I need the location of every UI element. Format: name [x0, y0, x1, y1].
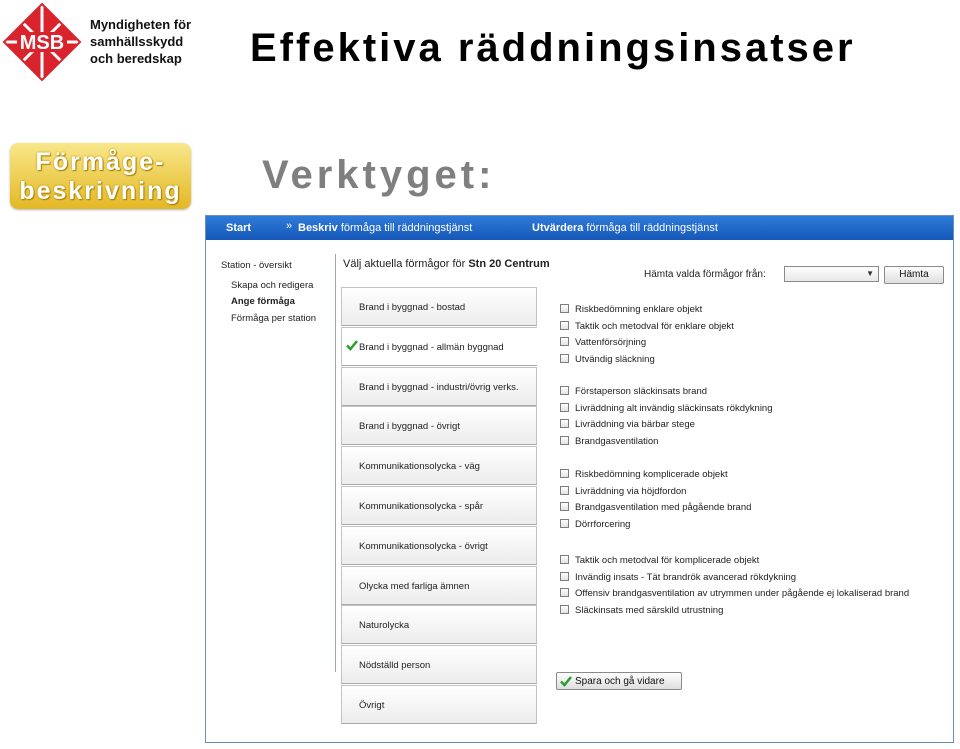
- capability-checkbox[interactable]: [560, 469, 728, 480]
- capability-checkbox[interactable]: [560, 519, 630, 530]
- capability-checkbox[interactable]: [560, 605, 723, 616]
- capability-checkbox[interactable]: [560, 555, 759, 566]
- category-tab[interactable]: [341, 605, 537, 644]
- fetch-label: Hämta valda förmågor från:: [644, 269, 766, 280]
- checkbox[interactable]: [560, 502, 569, 511]
- save-continue-button[interactable]: Spara och gå vidare: [556, 672, 682, 690]
- nav-start[interactable]: Start: [226, 222, 252, 234]
- slide-title: Effektiva räddningsinsatser: [250, 26, 856, 70]
- checkbox-label: Taktik och metodval för enklare objekt: [575, 320, 734, 332]
- checkbox[interactable]: [560, 572, 569, 581]
- capability-checkbox[interactable]: [560, 436, 658, 447]
- sidebar: [206, 240, 334, 743]
- checkbox-label: Livräddning via bärbar stege: [575, 419, 695, 431]
- category-label: Kommunikationsolycka - väg: [359, 461, 480, 473]
- category-tab[interactable]: [341, 566, 537, 605]
- section-badge: Förmåge- beskrivning: [10, 143, 191, 209]
- checkbox-label: Dörrforcering: [575, 519, 631, 531]
- category-label: Övrigt: [359, 699, 385, 711]
- checkbox[interactable]: [560, 605, 569, 614]
- chevron-right-icon: »: [286, 220, 293, 232]
- category-label: Olycka med farliga ämnen: [359, 580, 470, 592]
- checkbox[interactable]: [560, 386, 569, 395]
- slide-subtitle: Verktyget:: [262, 153, 496, 197]
- checkbox[interactable]: [560, 519, 569, 528]
- msb-logo: [2, 2, 82, 82]
- checkbox[interactable]: [560, 588, 569, 597]
- dropdown-arrow-icon: ▼: [866, 269, 874, 278]
- category-tab[interactable]: [341, 526, 537, 565]
- category-tab[interactable]: [341, 367, 537, 406]
- capability-checkbox[interactable]: [560, 354, 655, 365]
- capability-checkbox[interactable]: [560, 337, 646, 348]
- capability-checkbox[interactable]: [560, 572, 796, 583]
- sidebar-item-create-edit[interactable]: Skapa och redigera: [231, 280, 314, 291]
- nav-describe[interactable]: Beskriv förmåga till räddningstjänst: [298, 222, 473, 234]
- capability-checkbox[interactable]: [560, 403, 773, 414]
- checkbox[interactable]: [560, 403, 569, 412]
- checkbox-label: Riskbedömning enklare objekt: [575, 304, 703, 315]
- capability-checkbox[interactable]: [560, 386, 707, 397]
- org-name: Myndigheten för samhällsskydd och beredskap: [90, 17, 192, 66]
- category-label: Brand i byggnad - industri/övrig verks.: [359, 381, 519, 393]
- capability-checkbox[interactable]: [560, 321, 734, 332]
- category-list: [341, 287, 537, 725]
- category-tab[interactable]: [341, 645, 537, 684]
- category-label: Kommunikationsolycka - övrigt: [359, 540, 488, 552]
- category-tab[interactable]: [341, 486, 537, 525]
- checkbox-label: Vattenförsörjning: [575, 337, 647, 349]
- category-tab[interactable]: [341, 446, 537, 485]
- top-navigation: [206, 216, 953, 240]
- checkbox[interactable]: [560, 419, 569, 428]
- checkbox[interactable]: [560, 436, 569, 445]
- checkbox-label: Livräddning alt invändig släckinsats rökdykning: [575, 402, 773, 414]
- category-label: Brand i byggnad - övrigt: [359, 421, 460, 433]
- checkbox-label: Livräddning via höjdfordon: [575, 485, 687, 497]
- checkbox-label: Riskbedömning komplicerade objekt: [575, 469, 728, 480]
- svg-text:MSB: MSB: [19, 32, 65, 54]
- checkbox-label: Brandgasventilation: [575, 436, 659, 448]
- sidebar-divider: [335, 254, 336, 672]
- fetch-button[interactable]: Hämta: [884, 266, 944, 284]
- app-window: [205, 215, 954, 743]
- checkbox[interactable]: [560, 555, 569, 564]
- selection-heading: Välj aktuella förmågor för Stn 20 Centrum: [343, 258, 550, 270]
- category-tab[interactable]: [341, 327, 537, 366]
- fetch-source-select[interactable]: [784, 266, 879, 282]
- category-label: Naturolycka: [359, 620, 410, 632]
- capability-checkbox[interactable]: [560, 419, 695, 430]
- capability-checkbox[interactable]: [560, 304, 702, 315]
- category-tab[interactable]: [341, 685, 537, 724]
- checkbox-label: Förstaperson släckinsats brand: [575, 386, 708, 397]
- checkbox-label: Taktik och metodval för komplicerade objekt: [575, 555, 760, 566]
- checkbox-label: Släckinsats med särskild utrustning: [575, 605, 724, 617]
- checkbox[interactable]: [560, 354, 569, 363]
- capability-checkbox[interactable]: [560, 502, 751, 513]
- sidebar-title[interactable]: Station - översikt: [221, 260, 292, 271]
- sidebar-item-capability-per-station[interactable]: Förmåga per station: [231, 313, 317, 324]
- category-tab[interactable]: [341, 287, 537, 326]
- checkbox-label: Offensiv brandgasventilation av utrymmen under pågående ej lokaliserad brand: [575, 588, 910, 600]
- checkbox[interactable]: [560, 469, 569, 478]
- checkbox-label: Invändig insats - Tät brandrök avancerad rökdykning: [575, 571, 797, 583]
- category-label: Brand i byggnad - allmän byggnad: [359, 341, 504, 353]
- sidebar-item-set-capability[interactable]: Ange förmåga: [231, 296, 295, 307]
- checkbox[interactable]: [560, 486, 569, 495]
- checkbox[interactable]: [560, 304, 569, 313]
- nav-evaluate[interactable]: Utvärdera förmåga till räddningstjänst: [532, 222, 718, 234]
- checkbox-label: Utvändig släckning: [575, 354, 655, 366]
- checkbox-label: Brandgasventilation med pågående brand: [575, 502, 752, 514]
- checkbox[interactable]: [560, 337, 569, 346]
- category-label: Brand i byggnad - bostad: [359, 302, 466, 313]
- checkmark-icon: [559, 674, 573, 688]
- category-label: Kommunikationsolycka - spår: [359, 500, 484, 512]
- checkmark-icon: [345, 338, 359, 352]
- category-label: Nödställd person: [359, 660, 431, 672]
- capability-checkbox[interactable]: [560, 588, 909, 599]
- capability-checkbox[interactable]: [560, 486, 686, 497]
- category-tab[interactable]: [341, 406, 537, 445]
- checkbox[interactable]: [560, 321, 569, 330]
